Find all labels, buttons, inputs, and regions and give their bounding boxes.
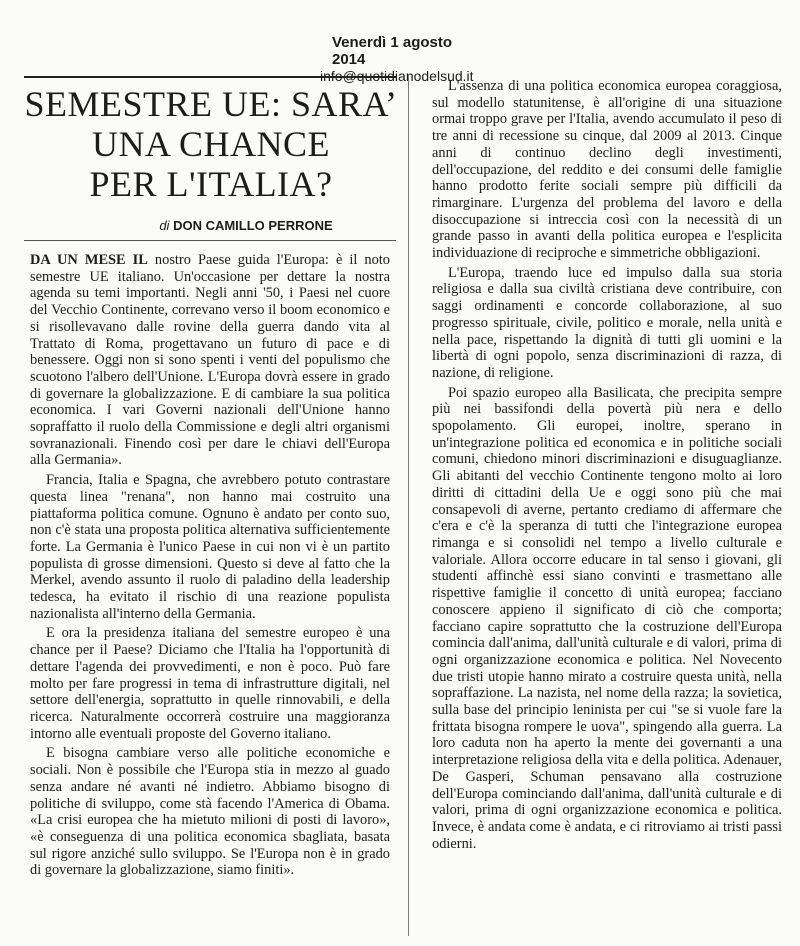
byline-prefix: di bbox=[159, 218, 170, 233]
paragraph bbox=[30, 252, 390, 469]
column-divider bbox=[408, 74, 409, 936]
article-column-left bbox=[30, 252, 390, 882]
headline-line-3: PER L'ITALIA? bbox=[89, 164, 333, 204]
article-column-right bbox=[432, 78, 782, 855]
paragraph: Francia, Italia e Spagna, che avrebbero potuto contrastare questa linea "renana", non hanno mai costruito una piattaforma politica comune. Ognuno è andato per conto suo, non c'è stata una proposta politica alternativa sufficientemente forte. La Germania è l'unico Paese in cui non vi è un partito populista di grosse dimensioni. Questo si deve al fatto che la Merkel, avendo assunto il ruolo di paladino della leadership tedesca, ha evitato il rischio di una reazione populista nazionalista all'interno della Germania. bbox=[30, 472, 390, 622]
paragraph: L'Europa, traendo luce ed impulso dalla sua storia religiosa e dalla sua civiltà cristiana deve contribuire, con saggi ordinamenti e concorde collaborazione, al suo progresso spirituale, civile, politico e morale, nella unità e nella pace, rispettando la dignità di tutti gli uomini e la libertà di ogni popolo, senza discriminazioni di razza, di nazione, di religione. bbox=[432, 264, 782, 381]
byline-rule bbox=[24, 240, 396, 241]
paragraph-text: nostro Paese guida l'Europa: è il noto semestre UE italiano. Un'occasione per dettare la nostra agenda su temi importanti. Negli anni '50, i Paesi nel cuore del Vecchio Continente, correvano verso il boom economico e si risollevavano dalle rovine della guerra dando vita al Trattato di Roma, progettavano un futuro di pace e di benessere. Oggi non si sono spenti i venti del populismo che scuotono l'albero dell'Unione. L'Europa dovrà essere in grado di governare la globalizzazione. E di cambiare la sua politica economica. I vari Governi nazionali dell'Unione hanno sopraffatto il ruolo della Commissione e degli altri organismi sovranazionali. Finendo così per dare le chiavi dell'Europa alla Germania». bbox=[30, 252, 390, 469]
newspaper-email: info@quotidianodelsud.it bbox=[320, 68, 474, 84]
paragraph: E bisogna cambiare verso alle politiche economiche e sociali. Non è possibile che l'Europa stia in mezzo al guado senza andare né avanti né indietro. Abbiamo bisogno di politiche di sviluppo, come stà facendo l'America di Obama. «La crisi europea che ha mietuto milioni di posti di lavoro», «è conseguenza di una politica economica sbagliata, basata sul rigore anziché sullo sviluppo. Se l'Europa non è in grado di governare la globalizzazione, siamo finiti». bbox=[30, 745, 390, 879]
paragraph-lead: DA UN MESE IL bbox=[30, 252, 148, 268]
byline-author: DON CAMILLO PERRONE bbox=[173, 218, 333, 233]
paragraph: E ora la presidenza italiana del semestre europeo è una chance per il Paese? Diciamo che l'Italia ha l'opportunità di dettare l'agenda dei provvedimenti, e non è poco. Può fare molto per fare progressi in tema di infrastrutture digitali, nel settore dell'energia, soprattutto in quelle rinnovabili, e della ricerca. Naturalmente occorrerà costruire una maggioranza intorno alle eventuali proposte del Governo italiano. bbox=[30, 625, 390, 742]
paragraph: L'assenza di una politica economica europea coraggiosa, sul modello statunitense, è all'origine di una situazione ormai troppo grave per l'Italia, avendo accumulato il peso di tre anni di recessione su cinque, dal 2009 al 2013. Cinque anni di continuo declino degli investimenti, dell'occupazione, del reddito e dei consumi delle famiglie hanno prodotto ferite sociali sempre più difficili da rimarginare. L'urgenza del problema del lavoro e della disoccupazione si intreccia così con la necessità di un grande passo in avanti della politica europea e l'esplicita individuazione di reciproche e simmetriche obbligazioni. bbox=[432, 78, 782, 262]
byline bbox=[96, 218, 396, 233]
article-headline bbox=[16, 84, 406, 204]
top-rule bbox=[24, 76, 396, 78]
headline-line-1: SEMESTRE UE: SARA’ bbox=[24, 84, 398, 124]
issue-date: Venerdì 1 agosto 2014 bbox=[332, 34, 453, 68]
paragraph: Poi spazio europeo alla Basilicata, che precipita sempre più nei bassifondi della povertà più nera e dello spopolamento. Gli europei, inoltre, sperano in un'integrazione politica ed economica e in politiche sociali comuni, chiedono minori discriminazioni e disuguaglianze. Gli abitanti del vecchio Continente tengono molto ai loro diritti di cittadini della Ue e oggi sono più che mai consapevoli di averne, pertanto crediamo di affermare che c'era e c'è la speranza di tutti che l'integrazione europea rimanga e si consolidi nel tempo a livello culturale e valoriale. Allora occorre educare in tal senso i giovani, gli studenti affinchè essi siano convinti e trasmettano alle rispettive famiglie il concetto di unità europea; facciano conoscere appieno il significato di ciò che comporta; facciano capire soprattutto che la costruzione dell'Europa comincia dall'anima, dall'unità culturale e di valori, prima di ogni organizzazione economica e politica. Nel Novecento due tristi utopie hanno mirato a costruire questa unità, nella sopraffazione. La nazista, nel nome della razza; la sovietica, sulla base del principio leninista per cui "se si vuole fare la frittata bisogna rompere le uova", spingendo alla guerra. La loro caduta non ha aperto la mente dei governanti a una interpretazione religiosa della vita e della politica. Adenauer, De Gasperi, Schuman pensavano alla costruzione dell'Europa cominciando dall'anima, dall'unità culturale e di valori, prima di ogni organizzazione economica e politica. Invece, è andata come è andata, e ci ritroviamo ai tristi passi odierni. bbox=[432, 384, 782, 852]
headline-line-2: UNA CHANCE bbox=[91, 124, 330, 164]
